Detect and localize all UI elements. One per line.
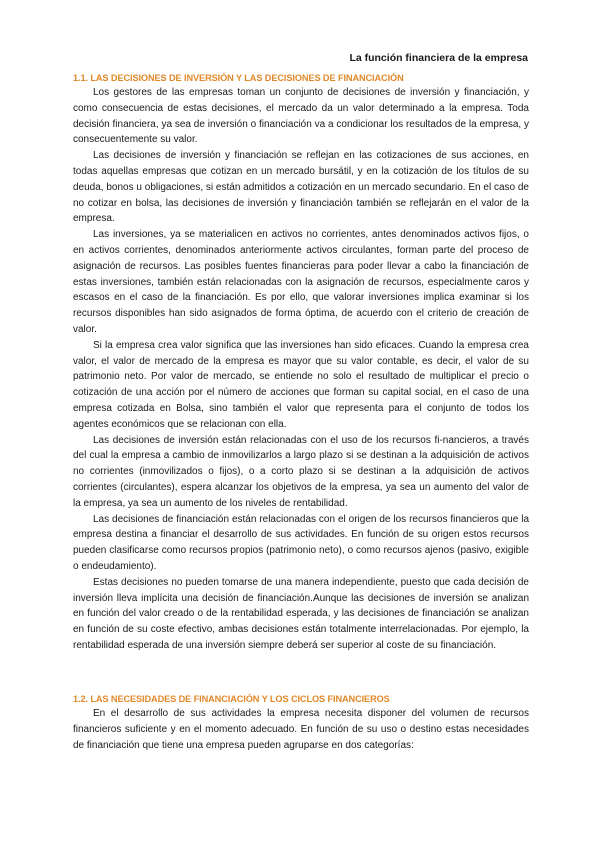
- paragraph: Las inversiones, ya se materialicen en activos no corrientes, antes denominados activos fijos, o en activos corrientes, denominados anteriormente activos circulantes, forman parte del proceso de asignación de recursos. Las posibles fuentes financieras para poder llevar a cabo la financiación de estas inversiones, también están relacionadas con la asignación de recursos, especialmente caros y escasos en el caso de la financiación. Es por ello, que valorar inversiones implica examinar si los recursos disponibles han sido asignados de forma óptima, de acuerdo con el criterio de creación de valor.: [73, 229, 529, 335]
- section-financing-needs-cycles: [73, 694, 529, 753]
- section-heading: 1.2. LAS NECESIDADES DE FINANCIACIÓN Y LOS CICLOS FINANCIEROS: [73, 694, 390, 704]
- paragraph: En el desarrollo de sus actividades la empresa necesita disponer del volumen de recursos financieros suficiente y en el momento adecuado. En función de su uso o destino estas necesidades de financiación que tiene una empresa pueden agruparse en dos categorías:: [73, 708, 529, 751]
- paragraph: Las decisiones de financiación están relacionadas con el origen de los recursos financieros que la empresa destina a financiar el desarrollo de sus actividades. En función de su origen estos recursos pueden clasificarse como recursos propios (patrimonio neto), o como recursos ajenos (pasivo, exigible o endeudamiento).: [73, 513, 529, 572]
- section-investment-financing-decisions: [73, 73, 529, 654]
- paragraph: Las decisiones de inversión están relacionadas con el uso de los recursos fi-nancieros, a través del cual la empresa a cambio de inmovilizarlos a largo plazo si se destinan a la adquisición de activos no corrientes (inmovilizados o fijos), o a corto plazo si se destinan a la adquisición de activos corrientes (circulantes), espera alcanzar los objetivos de la empresa, ya sea un aumento del valor de la empresa, ya sea un aumento de los niveles de rentabilidad.: [73, 434, 529, 509]
- paragraph: Las decisiones de inversión y financiación se reflejan en las cotizaciones de sus acciones, en todas aquellas empresas que cotizan en un mercado bursátil, y en la cotización de los títulos de su deuda, bonos u obligaciones, si están admitidos a cotización en un mercado secundario. En el caso de no cotizar en bolsa, las decisiones de inversión y financiación también se reflejarán en el valor de la empresa.: [73, 150, 529, 225]
- paragraph: Los gestores de las empresas toman un conjunto de decisiones de inversión y financiación, y como consecuencia de estas decisiones, el mercado da un valor determinado a la empresa. Toda decisión financiera, ya sea de inversión o financiación va a condicionar los resultados de la empresa, y consecuentemente su valor.: [73, 87, 529, 146]
- section-heading: 1.1. LAS DECISIONES DE INVERSIÓN Y LAS DECISIONES DE FINANCIACIÓN: [73, 73, 404, 83]
- paragraph: Si la empresa crea valor significa que las inversiones han sido eficaces. Cuando la empresa crea valor, el valor de mercado de la empresa es mayor que su valor contable, es decir, el valor de su patrimonio neto. Por valor de mercado, se entiende no solo el resultado de multiplicar el precio o cotización de una acción por el número de acciones que forman su capital social, en el caso de una empresa cotizada en Bolsa, sino también el valor que representa para el conjunto de todos los agentes económicos que se relacionan con ella.: [73, 339, 529, 430]
- paragraph: Estas decisiones no pueden tomarse de una manera independiente, puesto que cada decisión de inversión lleva implícita una decisión de financiación.Aunque las decisiones de inversión se analizan en función del valor creado o de la rentabilidad esperada, y las decisiones de financiación se analizan en función de su coste efectivo, ambas decisiones están totalmente interrelacionadas. Por ejemplo, la rentabilidad esperada de una inversión siempre deberá ser superior al coste de su financiación.: [73, 576, 529, 651]
- running-header: La función financiera de la empresa: [349, 52, 528, 64]
